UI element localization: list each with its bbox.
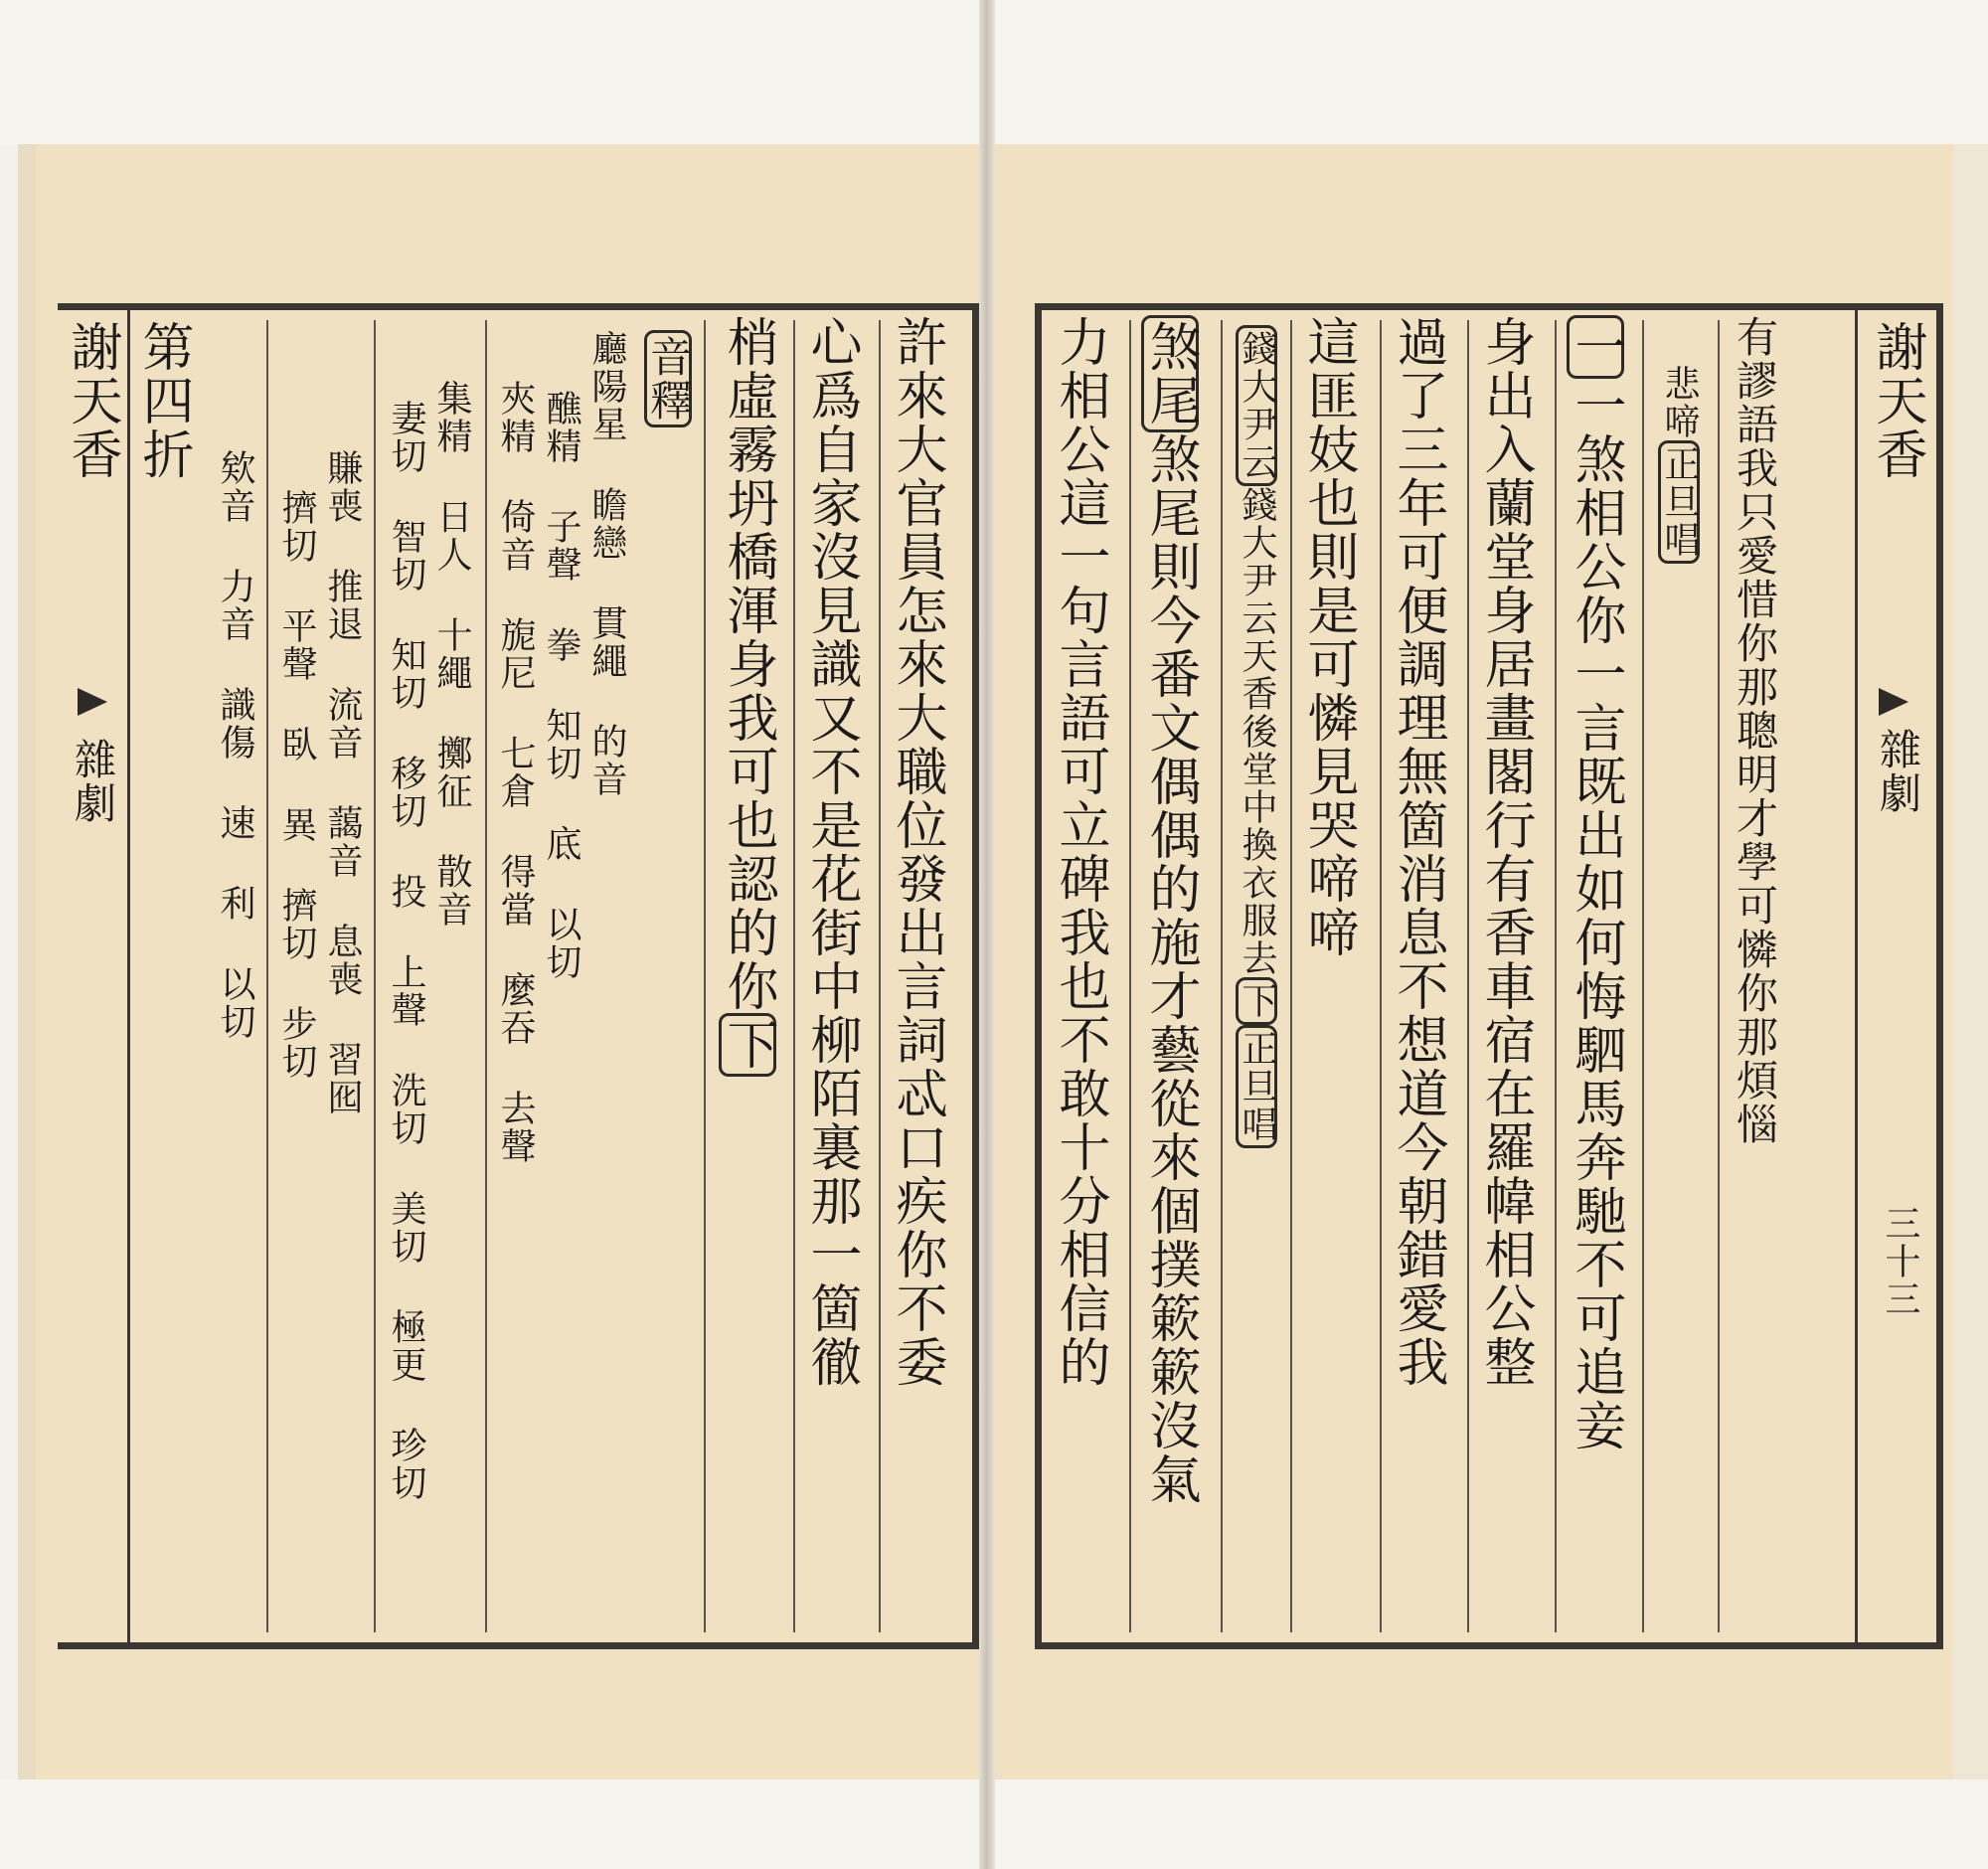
- header-rule: [1855, 310, 1858, 1642]
- text-column: 梢虛霧坍橋渾身我可也認的你下: [719, 315, 776, 1622]
- book-spine: [979, 0, 995, 1869]
- right-page-frame: [1035, 303, 1943, 1649]
- column-divider: [374, 320, 376, 1632]
- folio-label: 雜劇: [1874, 728, 1922, 815]
- annotation-column: 擠切 平聲 臥 異 擠切 步切: [276, 489, 317, 1081]
- folio-label: 雜劇: [69, 738, 117, 825]
- left-page-frame: [58, 303, 979, 1649]
- column-divider: [1467, 320, 1469, 1632]
- page-edge: [18, 144, 36, 1780]
- column-divider: [704, 320, 706, 1632]
- stage-direction-column: 悲啼正旦唱: [1658, 365, 1700, 1622]
- annotation-column: 醮精 子聲 拳 知切 底 以切: [541, 390, 581, 981]
- text-column: 煞尾煞尾則今番文偶偶的施才藝從來個撲簌簌沒氣: [1141, 315, 1199, 1622]
- annotation-column: 集精 日人 十繩 擲征 散音: [431, 380, 472, 929]
- column-divider: [1642, 320, 1644, 1632]
- right-page: [995, 144, 1953, 1780]
- page-number: 三十三: [1880, 1205, 1920, 1318]
- annotation-column: 廳陽星 瞻戀 貫繩 的音: [586, 330, 627, 798]
- left-page: [18, 144, 979, 1780]
- annotation-column: 賺喪 推退 流音 藹音 息喪 習囮: [322, 449, 363, 1116]
- column-divider: [1290, 320, 1292, 1632]
- column-divider: [485, 320, 487, 1632]
- page-edge: [1953, 144, 1988, 1780]
- column-divider: [1380, 320, 1382, 1632]
- text-column: 有謬語我只愛惜你那聰明才學可憐你那煩惱: [1731, 315, 1779, 1146]
- column-divider: [793, 320, 795, 1632]
- act-heading: 第四折: [133, 320, 193, 481]
- text-column: 身出入蘭堂身居畫閣行有香車宿在羅幃相公整: [1475, 315, 1535, 1389]
- section-heading-yinshi: 音釋: [644, 330, 692, 1622]
- text-column: 心爲自家沒見識又不是花街中柳陌裏那一箇徹: [801, 315, 861, 1389]
- column-divider: [1221, 320, 1223, 1632]
- column-divider: [266, 320, 268, 1632]
- column-divider: [1555, 320, 1557, 1632]
- header-rule: [127, 310, 130, 1642]
- column-divider: [879, 320, 881, 1632]
- text-column: 過了三年可便調理無箇消息不想道今朝錯愛我: [1388, 315, 1447, 1389]
- stage-direction-column: 錢大尹云錢大尹云天香後堂中換衣服去下正旦唱: [1236, 325, 1277, 1622]
- column-divider: [1129, 320, 1131, 1632]
- annotation-column: 夾精 倚音 旎尼 七倉 得當 麼吞 去聲: [495, 380, 536, 1165]
- text-column: 許來大官員怎來大職位發出言詞忒口疾你不委: [887, 315, 946, 1389]
- running-title: 謝天香: [62, 320, 121, 481]
- text-column: 這匪妓也則是可憐見哭啼啼: [1298, 315, 1358, 959]
- text-column: 力相公這一句言語可立碑我也不敢十分相信的: [1050, 315, 1109, 1389]
- running-title: 謝天香: [1867, 320, 1926, 481]
- column-divider: [1718, 320, 1720, 1632]
- text-column: 一一煞相公你一言既出如何悔駟馬奔馳不可追妾: [1567, 315, 1624, 1622]
- annotation-column: 妻切 智切 知切 移切 投 上聲 洗切 美切 極更 珍切: [386, 400, 426, 1502]
- annotation-column: 欸音 力音 識傷 速 利 以切: [215, 449, 255, 1041]
